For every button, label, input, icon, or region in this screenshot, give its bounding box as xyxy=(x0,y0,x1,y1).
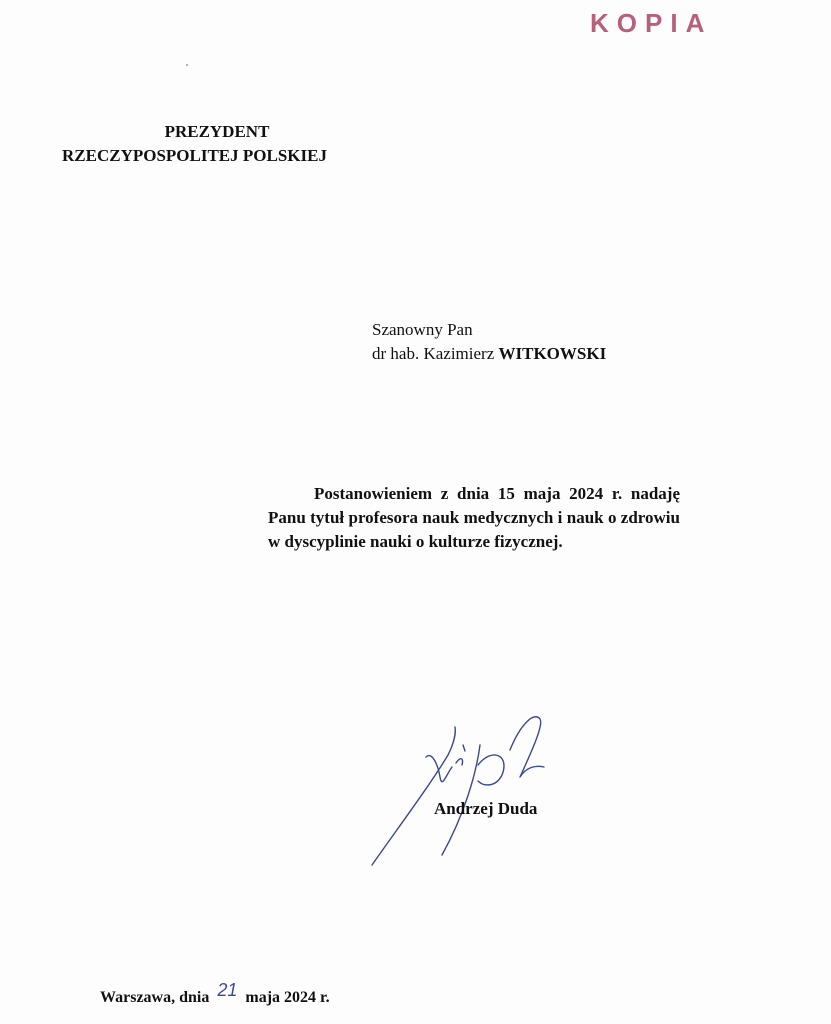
handwritten-signature xyxy=(360,705,580,880)
speck xyxy=(186,64,188,66)
kopia-stamp: KOPIA xyxy=(590,8,713,38)
issuer-heading xyxy=(62,120,372,168)
issuer-title: PREZYDENT xyxy=(164,122,270,141)
handwritten-day: 21 xyxy=(217,980,238,1000)
place-and-date xyxy=(100,980,330,1007)
signer-name: Andrzej Duda xyxy=(434,799,538,818)
recipient-name xyxy=(372,342,606,366)
place-prefix: Warszawa, dnia xyxy=(100,989,210,1006)
date-suffix: maja 2024 r. xyxy=(245,989,330,1006)
recipient-salutation: Szanowny Pan xyxy=(372,320,473,339)
letter-body: Postanowieniem z dnia 15 maja 2024 r. nadaję Panu tytuł profesora nauk medycznych i nauk o zdrowiu w dyscyplinie nauki o kulturze fizycznej. xyxy=(268,484,680,551)
recipient-surname: WITKOWSKI xyxy=(498,344,607,363)
recipient-name-prefix: dr hab. Kazimierz xyxy=(372,344,499,363)
recipient-block xyxy=(372,318,606,366)
issuer-country: RZECZYPOSPOLITEJ POLSKIEJ xyxy=(62,146,327,165)
